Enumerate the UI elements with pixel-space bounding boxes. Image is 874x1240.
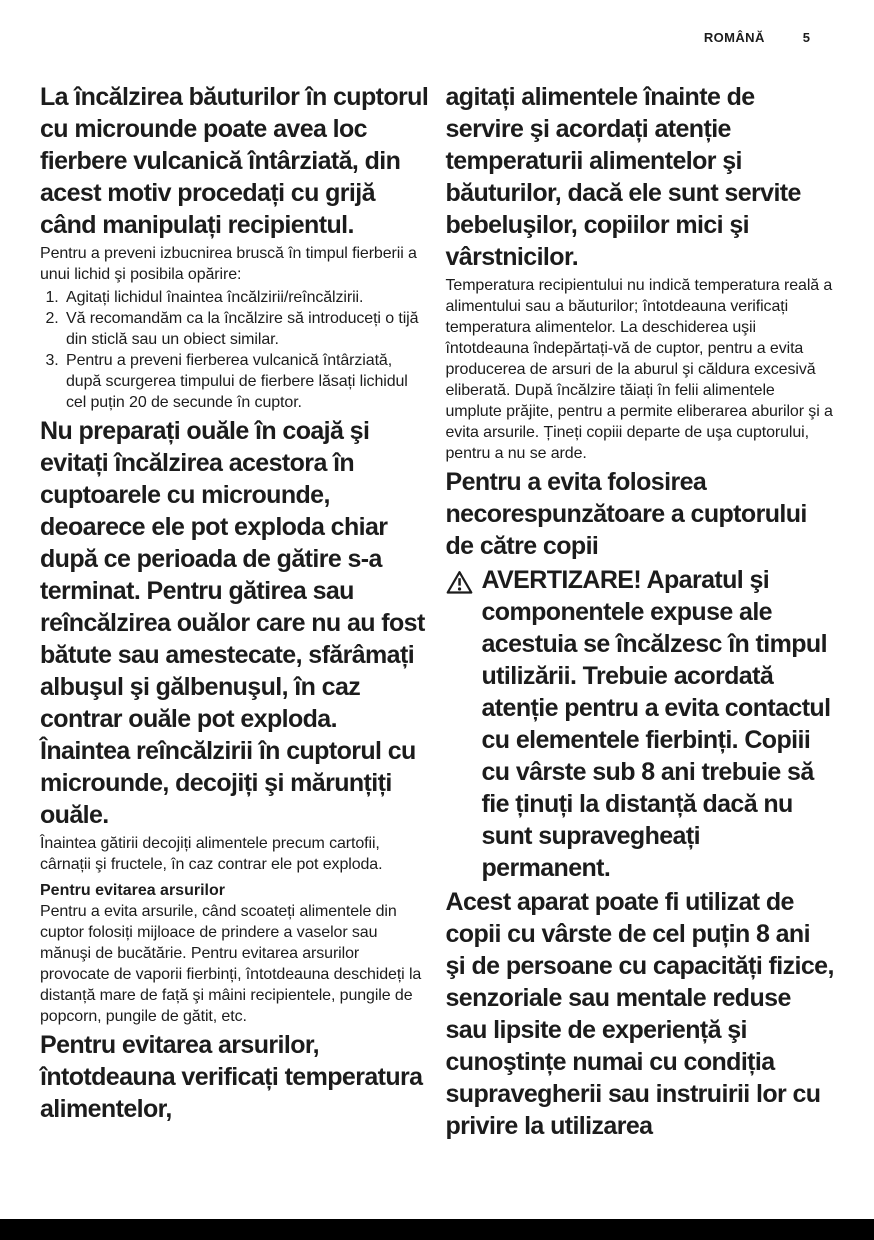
warning-triangle-icon [446, 564, 482, 600]
language-label: ROMÂNĂ [703, 30, 765, 45]
boiling-intro-paragraph: Pentru a preveni izbucnirea bruscă în timpul fierberii a unui lichid şi posibila opărire: [40, 245, 417, 283]
list-item: 1. Agitați lichidul înaintea încălzirii/reîncălzirii. [63, 287, 429, 308]
appliance-use-paragraph: Acest aparat poate fi utilizat de copii cu vârste de cel puțin 8 ani şi de persoane cu capacități fizice, senzoriale sau mentale reduse sau lipsite de experiență şi cunoştințe numai cu condiția supravegherii sau instruirii lor cu privire la utilizarea [445, 888, 834, 1140]
left-column [40, 81, 429, 1144]
liquids-warning-paragraph: La încălzirea băuturilor în cuptorul cu microunde poate avea loc fierbere vulcanică întârziată, din acest motiv procedați cu grijă când manipulați recipientul. [40, 83, 429, 239]
burns-warning-continued-paragraph: agitați alimentele înainte de servire şi acordați atenție temperaturii alimentelor şi băuturilor, dacă ele sunt servite bebeluşilor, copiilor mici şi vârstnicilor. [445, 83, 801, 271]
warning-block [446, 564, 835, 884]
warning-text-paragraph: AVERTIZARE! Aparatul şi componentele expuse ale acestuia se încălzesc în timpul utilizării. Trebuie acordată atenție pentru a evita contactul cu elementele fierbinți. Copiii cu vârste sub 8 ani trebuie să fie ținuți la distanță dacă nu sunt supravegheați permanent. [481, 566, 831, 882]
list-item: 2. Vă recomandăm ca la încălzire să introduceți o tijă din sticlă sau un obiect similar. [63, 308, 429, 350]
children-misuse-heading: Pentru a evita folosirea necorespunzătoare a cuptorului de către copii [445, 468, 807, 560]
list-item: 3. Pentru a preveni fierberea vulcanică întârziată, după scurgerea timpului de fierbere lăsați lichidul cel puțin 20 de secunde în cuptor. [63, 350, 429, 413]
two-column-layout [40, 81, 834, 1144]
right-column [446, 81, 835, 1144]
eggs-warning-paragraph: Nu preparați ouăle în coajă şi evitați încălzirea acestora în cuptoarele cu microunde, deoarece ele pot exploda chiar după ce perioada de gătire s-a terminat. Pentru gătirea sau reîncălzirea ouălor care nu au fost bătute sau amestecate, sfărâmați albuşul şi gălbenuşul, în caz contrar ouăle pot exploda. Înaintea reîncălzirii în cuptorul cu microunde, decojiți şi mărunțiți ouăle. [40, 417, 425, 829]
peel-note-paragraph: Înaintea gătirii decojiți alimentele precum cartofii, cârnații şi fructele, în caz contrar ele pot exploda. [40, 835, 383, 873]
burns-text-paragraph: Pentru a evita arsurile, când scoateți alimentele din cuptor folosiți mijloace de prindere a vaselor sau mănuşi de bucătărie. Pentru evitarea arsurilor provocate de vaporii fierbinți, întotdeauna deschideți la distanță mare de față şi mâini recipientele, pungile de popcorn, pungile de gătit, etc. [40, 903, 422, 1025]
page-header [40, 30, 834, 45]
burns-section-heading: Pentru evitarea arsurilor [40, 882, 225, 899]
footer-bar [0, 1219, 874, 1240]
boiling-prevention-list [40, 287, 429, 413]
page-number: 5 [802, 30, 810, 45]
temperature-note-paragraph: Temperatura recipientului nu indică temperatura reală a alimentului sau a băuturilor; întotdeauna verificați temperatura alimentelor. La deschiderea uşii întotdeauna îndepărtați-vă de cuptor, pentru a evita producerea de arsuri de la aburul şi căldura excesivă eliberată. După încălzire tăiați în felii alimentele umplute prăjite, pentru a permite eliberarea aburilor şi a evita arsurile. Țineți copiii departe de uşa cuptorului, pentru a nu se arde. [445, 277, 833, 462]
burns-warning-paragraph: Pentru evitarea arsurilor, întotdeauna verificați temperatura alimentelor, [40, 1031, 423, 1123]
